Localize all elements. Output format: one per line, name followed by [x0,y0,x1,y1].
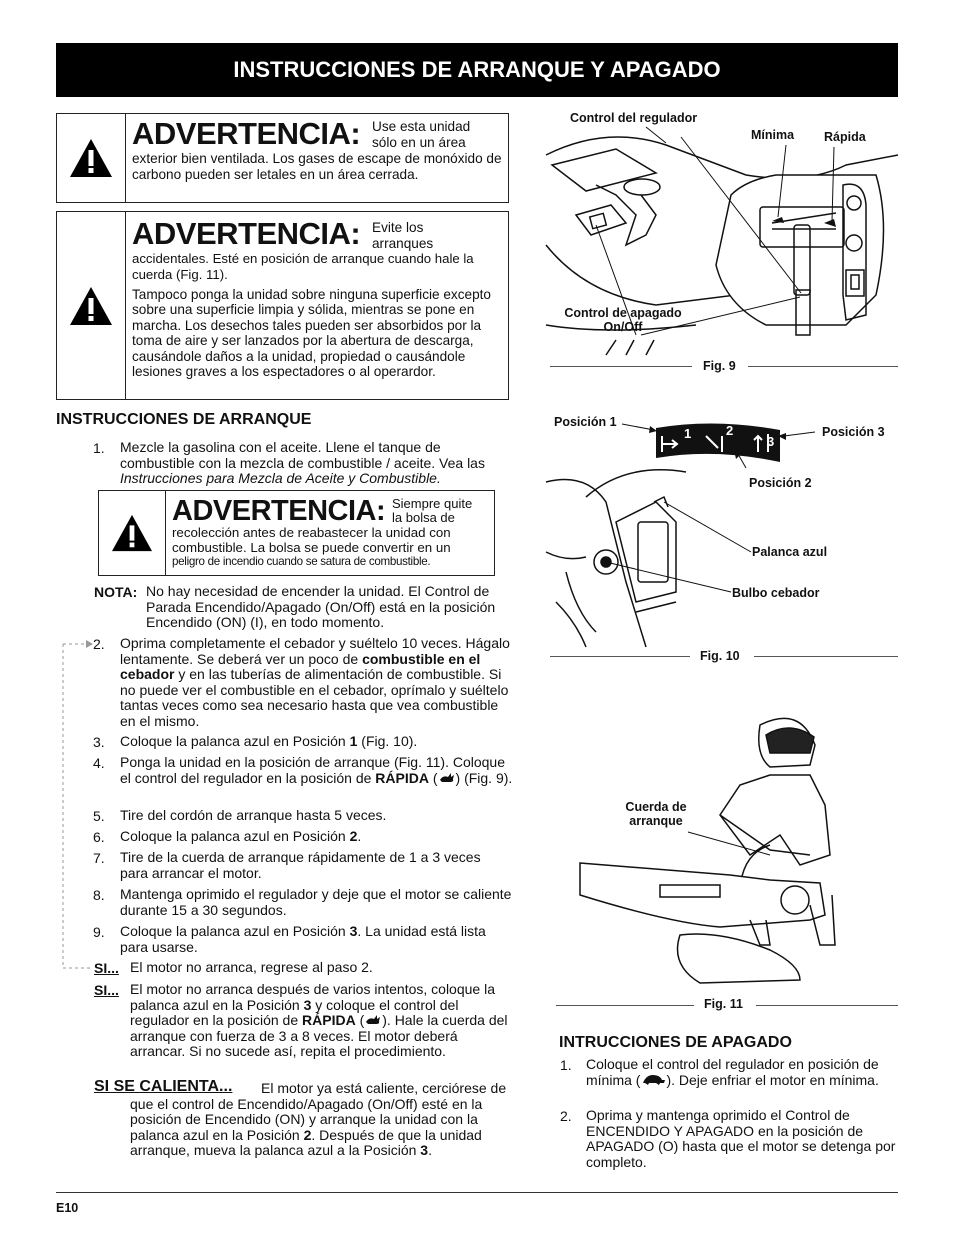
warning-line: Use esta unidad [372,119,471,134]
fig10-num-1: 1 [684,426,692,441]
step-bold: 2 [349,828,358,844]
warning-line: Siempre quite [392,496,473,511]
warning-text-last: peligro de incendio cuando se satura de combustible. [172,555,431,568]
fig9-label-fast: Rápida [824,130,866,144]
start-step-1 [120,440,514,487]
section-title-banner [56,43,898,97]
step-link-text: Instrucciones para Mezcla de Aceite y Combustible. [120,470,441,486]
hot-text: El motor ya está caliente, cerciórese de que el control de Encendido/Apagado (On/Off) esté en la posición de Encendido (ON) y arranque la unidad con la palanca azul en la Posición [130,1080,507,1143]
step-bold: combustible en el cebador [120,650,481,682]
fig11-illustration [570,705,850,990]
si-text-part: ). Hale la cuerda del arranque con fuerza de 3 a 8 veces. El motor deberá arrancar. Si no sucede así, repita el procedimiento. [130,1012,508,1059]
hot-text-first [130,1081,512,1159]
si-bold: RÁPIDA [302,1012,356,1028]
warning-text-para: Tampoco ponga la unidad sobre ninguna superficie excepto sobre una superficie limpia y sólida, mientras se pone en marcha. Los desechos tales pueden ser absorbidos por la toma de aire y ser lanzados por la abertura de descarga, causándole daños a la unidad, propiedad o causándole lesiones graves a los espectadores o al operardor. [132,287,491,380]
page-number: E10 [56,1201,79,1215]
si-text: El motor no arranca, regrese al paso 2. [130,959,373,975]
si-text [130,982,510,1060]
step-text: ) (Fig. 9). [455,769,513,786]
fig10-label-primer: Bulbo cebador [732,586,820,600]
fig10-rule-right [754,656,898,657]
label-line: arranque [629,814,683,828]
step-bold: 3 [349,923,358,939]
warning-text: recolección antes de reabastecer la unidad con combustible. La bolsa se puede convertir en un [172,525,451,555]
si-bold: 3 [303,996,312,1013]
si-text-part: ( [359,1012,365,1028]
fig10-num-3: 3 [767,434,775,449]
warning-line: Evite los [372,220,424,235]
warning-title: ADVERTENCIA: [132,216,361,251]
turtle-icon [640,1074,666,1086]
step-text: . La unidad está lista para usarse. [120,923,486,955]
warning-triangle-icon [99,491,166,575]
warning-text: accidentales. Esté en posición de arranque cuando hale la cuerda (Fig. 11). [132,251,474,282]
warning-triangle-icon [57,114,126,202]
fig9-label-onoff [556,306,690,334]
label-line: Cuerda de [625,800,687,814]
hot-bold: 2 [303,1126,312,1143]
fig9-label-min: Mínima [751,128,795,142]
step-text: ). Deje enfriar el motor en mínima. [666,1071,879,1088]
step-text: Coloque la palanca azul en Posición [120,923,346,939]
warning-box-fuel-bag [98,490,495,576]
stop-step-1 [586,1057,898,1088]
warning-box-accidental-start [56,211,509,400]
step-bold: RÁPIDA [375,769,429,786]
step-number: 9. [93,924,105,940]
fig9-rule-right [748,366,898,367]
step-number: 6. [93,829,105,845]
step-number: 4. [93,755,105,771]
start-step-2 [120,636,514,729]
warning-text-head [372,220,433,251]
rabbit-icon [438,772,456,784]
step-text: Coloque el control del regulador en posición de mínima ( [586,1056,879,1088]
fig10-label-pos3: Posición 3 [822,425,885,439]
fig10-caption: Fig. 10 [700,649,740,663]
loop-arrow-icon [55,640,95,970]
step-number: 2. [560,1108,572,1124]
fig11-caption: Fig. 11 [704,997,743,1011]
start-step-8: Mantenga oprimido el regulador y deje que el motor se caliente durante 15 a 30 segundos. [120,886,512,918]
label-line: Control de apagado [564,306,682,320]
step-text: . [357,828,362,844]
start-step-5: Tire del cordón de arranque hasta 5 veces. [120,807,387,823]
fig10-illustration [546,462,746,647]
start-heading: INSTRUCCIONES DE ARRANQUE [56,411,312,428]
step-number: 8. [93,887,105,903]
hot-text: . [428,1142,432,1158]
step-number: 7. [93,850,105,866]
step-number: 5. [93,808,105,824]
fig10-label-pos2: Posición 2 [749,476,812,490]
warning-text-head [392,497,472,525]
warning-title: ADVERTENCIA: [132,116,361,151]
si-text-part: El motor no arranca después de varios intentos, coloque la palanca azul en la Posición [130,981,495,1013]
step-text: y en las tuberías de alimentación de combustible. Si no puede ver el combustible en el cebador, oprímalo y suéltelo tantas veces como sea necesario hasta que vea combustible en el mismo. [120,666,509,729]
fig10-label-pos1: Posición 1 [554,415,617,429]
step-number: 1. [93,440,105,456]
footer-rule [56,1192,898,1193]
warning-text: exterior bien ventilada. Los gases de escape de monóxido de carbono pueden ser letales en un área cerrada. [132,151,502,182]
start-step-6 [120,829,514,845]
fig10-num-2: 2 [726,423,734,438]
warning-line: la bolsa de [392,510,455,525]
note-label: NOTA: [94,584,138,600]
fig11-rule-right [756,1005,898,1006]
si-label: SI... [94,982,119,998]
step-text: ( [432,769,438,786]
start-step-3 [120,734,514,750]
step-text: Ponga la unidad en la posición de arranque (Fig. 11). Coloque el control del regulador en la posición de [120,754,505,786]
step-number: 1. [560,1057,572,1073]
hot-text: . Después de que la unidad arranque, mueva la palanca azul a la Posición [130,1126,482,1158]
rabbit-icon [364,1014,382,1026]
warning-title: ADVERTENCIA: [172,495,386,527]
hot-label: SI SE CALIENTA... [94,1078,233,1095]
warning-line: arranques [372,235,434,251]
section-title: INSTRUCCIONES DE ARRANQUE Y APAGADO [233,57,721,82]
step-text: Mezcle la gasolina con el aceite. Llene el tanque de combustible con la mezcla de combustible / aceite. Vea las [120,439,485,471]
warning-triangle-icon [57,212,126,399]
step-bold: 1 [349,733,358,749]
warning-box-ventilation [56,113,509,203]
si-text-part: y coloque el control del regulador en la posición de [130,996,459,1028]
fig9-caption: Fig. 9 [703,359,736,373]
step-text: Coloque la palanca azul en Posición [120,733,346,749]
stop-step-2: Oprima y mantenga oprimido el Control de ENCENDIDO Y APAGADO en la posición de APAGADO (O) hasta que el motor se detenga por completo. [586,1107,896,1170]
step-text: Coloque la palanca azul en Posición [120,828,346,844]
fig9-label-throttle: Control del regulador [570,111,698,125]
step-text: Oprima completamente el cebador y suéltelo 10 veces. Hágalo lentamente. Se deberá ver un poco de [120,635,510,667]
start-step-7: Tire de la cuerda de arranque rápidamente de 1 a 3 veces para arrancar el motor. [120,849,481,881]
label-line: On/Off [603,320,643,334]
step-text: (Fig. 10). [361,733,418,749]
fig11-label-cord [614,800,698,828]
si-label: SI... [94,960,119,976]
step-number: 2. [93,636,105,652]
start-step-9 [120,924,500,955]
warning-text-head [372,119,470,150]
fig9-rule-left [550,366,692,367]
note-text: No hay necesidad de encender la unidad. El Control de Parada Encendido/Apagado (On/Off) está en la posición Encendido (ON) (I), en todo momento. [146,583,496,630]
fig10-rule-left [550,656,690,657]
fig10-label-lever: Palanca azul [752,545,828,559]
fig11-rule-left [556,1005,694,1006]
warning-line: sólo en un área [372,134,466,150]
hot-bold: 3 [420,1142,429,1158]
step-number: 3. [93,734,105,750]
start-step-4 [120,755,514,786]
stop-heading: INTRUCCIONES DE APAGADO [559,1034,792,1051]
